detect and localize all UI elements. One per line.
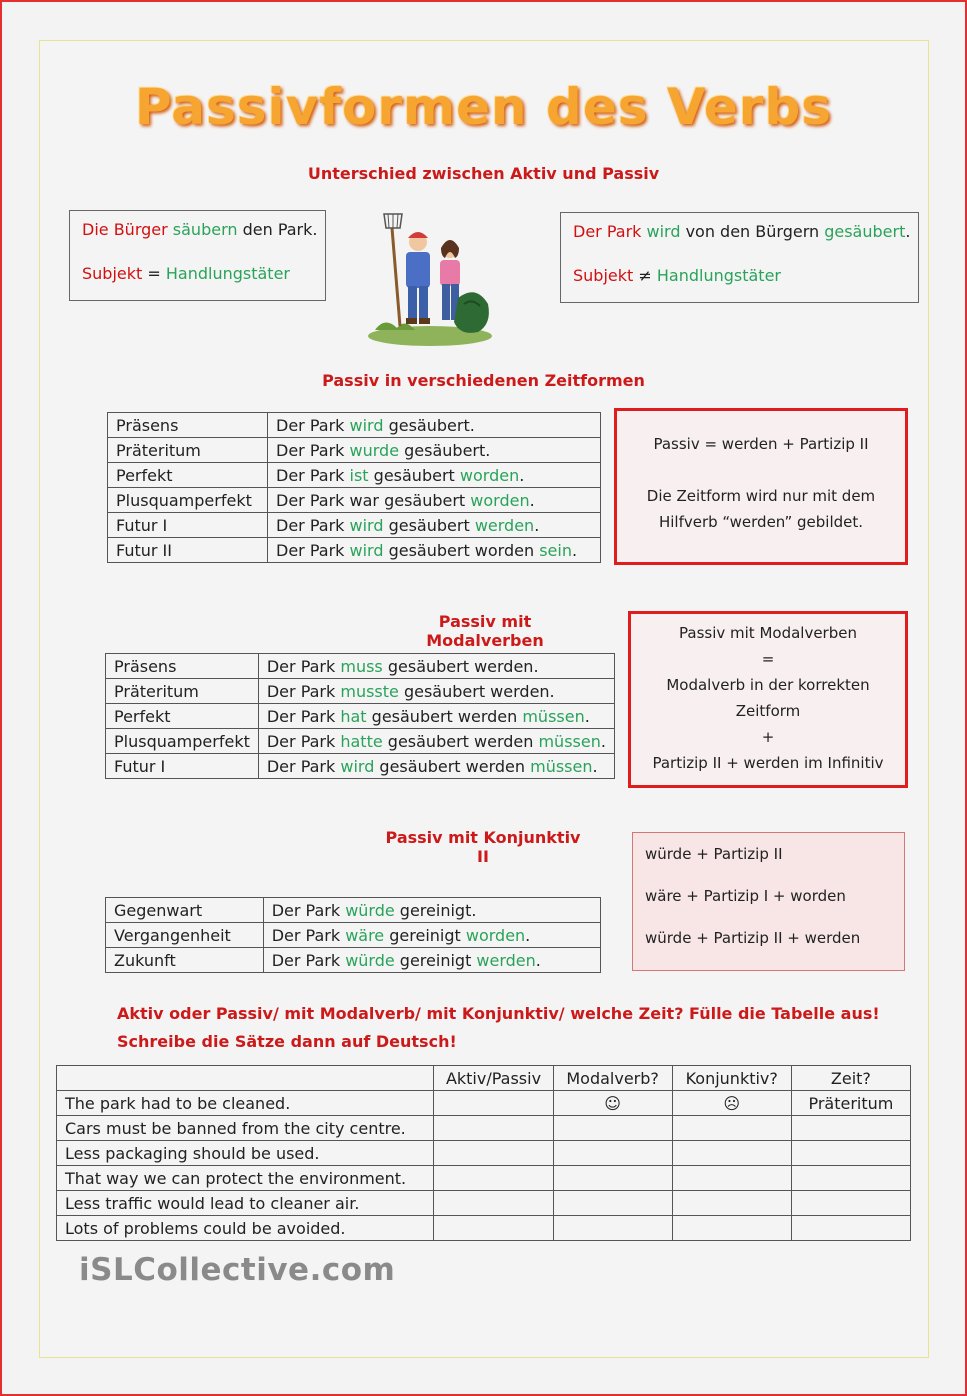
sentence-fragment: worden: [465, 925, 526, 945]
sentence-fragment: Subjekt: [573, 266, 634, 285]
column-header: Konjunktiv?: [672, 1066, 791, 1091]
sentence-fragment: worden: [470, 490, 530, 510]
sentence-fragment: Der Park: [271, 900, 346, 920]
column-header: Zeit?: [791, 1066, 910, 1091]
example-sentence: [263, 923, 600, 948]
tense-label: Plusquamperfekt: [108, 488, 268, 513]
table-row: [108, 438, 601, 463]
sentence-fragment: gesäubert werden.: [398, 681, 555, 701]
sentence-fragment: gesäubert: [824, 222, 906, 241]
exercise-instruction-1: Aktiv oder Passiv/ mit Modalverb/ mit Konjunktiv/ welche Zeit? Fülle die Tabelle aus!: [117, 1004, 880, 1023]
table-row: [108, 413, 601, 438]
passive-rule: [573, 266, 781, 285]
sentence-fragment: säubern: [172, 220, 238, 239]
tense-table: [107, 412, 601, 563]
table-row: [57, 1091, 911, 1116]
sentence-fragment: Handlungstäter: [165, 264, 290, 283]
section-heading-modalverben: Passiv mit Modalverben: [426, 612, 544, 650]
sentence-fragment: hatte: [340, 731, 383, 751]
table-row: [106, 679, 615, 704]
english-sentence: Cars must be banned from the city centre.: [57, 1116, 434, 1141]
answer-cell[interactable]: [434, 1141, 553, 1166]
table-row: [108, 488, 601, 513]
sentence-fragment: wird: [349, 515, 384, 535]
sentence-fragment: .: [529, 490, 535, 510]
table-row: [106, 654, 615, 679]
sentence-fragment: wird: [349, 540, 384, 560]
note-lines: [617, 411, 905, 535]
english-sentence: That way we can protect the environment.: [57, 1166, 434, 1191]
sentence-fragment: Der Park: [266, 756, 341, 776]
active-rule: [82, 264, 290, 283]
example-sentence: [268, 413, 601, 438]
note-lines: [631, 614, 905, 776]
sentence-fragment: Subjekt: [82, 264, 143, 283]
sentence-fragment: wäre: [345, 925, 385, 945]
example-sentence: [258, 729, 614, 754]
sentence-fragment: .: [535, 950, 541, 970]
sentence-fragment: müssen: [538, 731, 601, 751]
sentence-fragment: Der Park: [266, 656, 341, 676]
active-example-box: [69, 210, 326, 301]
tense-label: Präsens: [108, 413, 268, 438]
tense-label: Präteritum: [106, 679, 259, 704]
note-line: Passiv mit Modalverben: [679, 624, 857, 642]
note-line: Zeitform: [735, 702, 801, 720]
sentence-fragment: .: [534, 515, 540, 535]
tense-label: Präteritum: [108, 438, 268, 463]
sentence-fragment: gereinigt: [384, 925, 466, 945]
answer-cell[interactable]: ☺: [553, 1091, 672, 1116]
sentence-fragment: .: [600, 731, 606, 751]
table-row: [106, 754, 615, 779]
answer-cell[interactable]: [553, 1216, 672, 1241]
tense-label: Präsens: [106, 654, 259, 679]
sentence-fragment: Der Park: [271, 925, 346, 945]
exercise-instruction-2: Schreibe die Sätze dann auf Deutsch!: [117, 1032, 457, 1051]
sentence-fragment: gereinigt: [394, 950, 477, 970]
english-sentence: The park had to be cleaned.: [57, 1091, 434, 1116]
table-row: [108, 463, 601, 488]
answer-cell[interactable]: [553, 1166, 672, 1191]
sentence-fragment: Der Park: [573, 222, 647, 241]
table-row: [57, 1141, 911, 1166]
answer-cell[interactable]: [434, 1216, 553, 1241]
table-row: [108, 513, 601, 538]
sentence-fragment: gesäubert worden: [383, 540, 540, 560]
example-sentence: [268, 538, 601, 563]
answer-cell[interactable]: [791, 1191, 910, 1216]
tense-label: Perfekt: [106, 704, 259, 729]
sentence-fragment: gesäubert: [383, 515, 475, 535]
table-row: [106, 729, 615, 754]
tense-label: Futur I: [106, 754, 259, 779]
english-sentence: Lots of problems could be avoided.: [57, 1216, 434, 1241]
sentence-fragment: wird: [340, 756, 375, 776]
sentence-fragment: Der Park: [276, 440, 350, 460]
note-line: +: [761, 728, 775, 746]
answer-cell[interactable]: [434, 1091, 553, 1116]
passive-sentence: [573, 222, 910, 241]
modal-table: [105, 653, 615, 779]
table-row: [57, 1116, 911, 1141]
answer-cell[interactable]: [434, 1166, 553, 1191]
table-row: [57, 1166, 911, 1191]
sentence-fragment: gesäubert werden: [382, 731, 539, 751]
sentence-fragment: Handlungstäter: [656, 266, 781, 285]
modal-rule-note: [628, 611, 908, 788]
sentence-fragment: würde: [345, 900, 395, 920]
table-row: [108, 538, 601, 563]
example-sentence: [268, 438, 601, 463]
sentence-fragment: worden: [459, 465, 520, 485]
sentence-fragment: Der Park: [276, 415, 350, 435]
sentence-fragment: =: [142, 264, 166, 283]
answer-cell[interactable]: [434, 1191, 553, 1216]
sentence-fragment: ist: [349, 465, 369, 485]
sentence-fragment: .: [905, 222, 911, 241]
konjunktiv-rule-note: [632, 832, 905, 971]
tense-label: Futur II: [108, 538, 268, 563]
sentence-fragment: hat: [340, 706, 367, 726]
sentence-fragment: .: [571, 540, 578, 560]
sentence-fragment: .: [592, 756, 598, 776]
column-header: [57, 1066, 434, 1091]
column-header: Aktiv/Passiv: [434, 1066, 553, 1091]
sentence-fragment: wird: [349, 415, 384, 435]
section-heading-konjunktiv: Passiv mit Konjunktiv II: [385, 828, 581, 866]
tense-label: Perfekt: [108, 463, 268, 488]
note-line: würde + Partizip II: [645, 845, 783, 863]
note-line: [617, 457, 905, 483]
watermark-logo: iSLCollective.com: [79, 1252, 396, 1288]
answer-cell[interactable]: [434, 1116, 553, 1141]
passive-example-box: [560, 212, 919, 303]
note-lines: [645, 833, 904, 959]
sentence-fragment: gesäubert: [368, 465, 460, 485]
exercise-table: [56, 1065, 911, 1241]
example-sentence: [258, 704, 614, 729]
answer-cell[interactable]: [672, 1141, 791, 1166]
sentence-fragment: .: [584, 706, 590, 726]
sentence-fragment: wird: [646, 222, 681, 241]
people-cleaning-illustration: [360, 208, 500, 348]
note-line: Hilfverb “werden” gebildet.: [658, 513, 864, 531]
tense-label: Gegenwart: [106, 898, 264, 923]
answer-cell[interactable]: [791, 1216, 910, 1241]
sentence-fragment: .: [519, 465, 525, 485]
answer-cell[interactable]: [672, 1116, 791, 1141]
english-sentence: Less traffic would lead to cleaner air.: [57, 1191, 434, 1216]
sentence-fragment: Der Park war gesäubert: [276, 490, 471, 510]
table-row: [106, 704, 615, 729]
sentence-fragment: musste: [340, 681, 399, 701]
section-heading-zeitformen: Passiv in verschiedenen Zeitformen: [322, 371, 645, 390]
passive-rule-note: [614, 408, 908, 565]
table-header-row: [57, 1066, 911, 1091]
sentence-fragment: ≠: [633, 266, 657, 285]
note-line: Die Zeitform wird nur mit dem: [646, 487, 876, 505]
sentence-fragment: den Park.: [237, 220, 318, 239]
sentence-fragment: gesäubert werden: [366, 706, 523, 726]
sentence-fragment: Der Park: [276, 515, 350, 535]
table-row: [106, 923, 601, 948]
sentence-fragment: werden: [476, 950, 536, 970]
table-row: [106, 948, 601, 973]
sentence-fragment: werden: [474, 515, 535, 535]
sentence-fragment: Der Park: [271, 950, 346, 970]
note-line: Passiv = werden + Partizip II: [653, 435, 869, 453]
answer-cell[interactable]: [553, 1191, 672, 1216]
sentence-fragment: Der Park: [276, 465, 350, 485]
answer-cell[interactable]: [672, 1191, 791, 1216]
example-sentence: [258, 679, 614, 704]
answer-cell[interactable]: [553, 1116, 672, 1141]
tense-label: Zukunft: [106, 948, 264, 973]
answer-cell[interactable]: [672, 1166, 791, 1191]
answer-cell[interactable]: Präteritum: [791, 1091, 910, 1116]
konjunktiv-table: [105, 897, 601, 973]
sentence-fragment: gesäubert.: [399, 440, 491, 460]
table-row: [57, 1191, 911, 1216]
answer-cell[interactable]: [791, 1141, 910, 1166]
note-line: würde + Partizip II + werden: [645, 929, 861, 947]
note-line: wäre + Partizip I + worden: [645, 887, 846, 905]
sentence-fragment: müssen: [530, 756, 593, 776]
example-sentence: [263, 898, 600, 923]
sentence-fragment: müssen: [522, 706, 585, 726]
sentence-fragment: Der Park: [266, 731, 341, 751]
sentence-fragment: gesäubert werden.: [382, 656, 539, 676]
tense-label: Vergangenheit: [106, 923, 264, 948]
sentence-fragment: gesäubert.: [383, 415, 475, 435]
sentence-fragment: muss: [340, 656, 383, 676]
tense-label: Plusquamperfekt: [106, 729, 259, 754]
sentence-fragment: Der Park: [276, 540, 350, 560]
sentence-fragment: gesäubert werden: [374, 756, 531, 776]
answer-cell[interactable]: [791, 1166, 910, 1191]
column-header: Modalverb?: [553, 1066, 672, 1091]
sentence-fragment: Der Park: [266, 706, 341, 726]
english-sentence: Less packaging should be used.: [57, 1141, 434, 1166]
sentence-fragment: Die Bürger: [82, 220, 173, 239]
answer-cell[interactable]: [553, 1141, 672, 1166]
sentence-fragment: .: [525, 925, 531, 945]
answer-cell[interactable]: ☹: [672, 1091, 791, 1116]
tense-label: Futur I: [108, 513, 268, 538]
answer-cell[interactable]: [672, 1216, 791, 1241]
answer-cell[interactable]: [791, 1116, 910, 1141]
sentence-fragment: gereinigt.: [394, 900, 477, 920]
note-line: Modalverb in der korrekten: [666, 676, 870, 694]
example-sentence: [258, 654, 614, 679]
note-line: Partizip II + werden im Infinitiv: [652, 754, 884, 772]
example-sentence: [268, 463, 601, 488]
example-sentence: [268, 488, 601, 513]
note-line: =: [761, 650, 775, 668]
example-sentence: [263, 948, 600, 973]
table-row: [106, 898, 601, 923]
sentence-fragment: wurde: [349, 440, 400, 460]
example-sentence: [268, 513, 601, 538]
sentence-fragment: sein: [539, 540, 572, 560]
example-sentence: [258, 754, 614, 779]
sentence-fragment: würde: [345, 950, 395, 970]
table-row: [57, 1216, 911, 1241]
sentence-fragment: von den Bürgern: [680, 222, 825, 241]
page-title: Passivformen des Verbs: [134, 78, 833, 136]
sentence-fragment: Der Park: [266, 681, 341, 701]
section-heading-aktiv-passiv: Unterschied zwischen Aktiv und Passiv: [307, 164, 660, 183]
active-sentence: [82, 220, 317, 239]
